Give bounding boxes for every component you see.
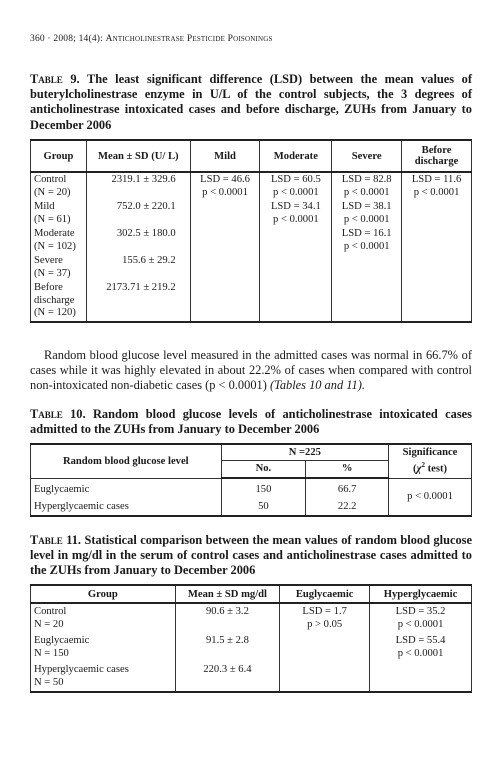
table9-cell-before [402, 254, 472, 281]
table11-cell-mean: 91.5 ± 2.8 [175, 633, 280, 662]
table9-value-line: LSD = 16.1 [341, 228, 392, 239]
table-row [31, 633, 472, 662]
table9-cell-moderate [260, 254, 332, 281]
table9-cell-mild [190, 200, 260, 227]
table9-value-line: p < 0.0001 [273, 213, 319, 225]
table9-cell-mean: 155.6 ± 29.2 [86, 254, 190, 281]
table9-cell-severe [332, 254, 402, 281]
table9-label: Table 9. [30, 72, 80, 86]
table-row [31, 478, 472, 498]
table9-group-line: (N = 102) [34, 240, 76, 252]
table9-cell-before [402, 200, 472, 227]
table11-group-line: Euglycaemic [34, 635, 90, 646]
table11-value-line: LSD = 55.4 [395, 635, 446, 646]
table9-cell-moderate [260, 227, 332, 254]
table9-group-line: (N = 37) [34, 267, 71, 279]
table9-group-line: Mild [34, 201, 55, 212]
table11-cell-eug [280, 662, 370, 692]
table9-group-line: Before [34, 282, 63, 293]
table10-header-n: N =225 [221, 444, 389, 460]
table11-cell-hyper [370, 633, 472, 662]
running-head [30, 34, 273, 44]
table9-value-line: LSD = 46.6 [200, 174, 250, 185]
table9-value-line: p < 0.0001 [273, 186, 319, 198]
table-row [31, 254, 472, 281]
table11-cell-group [31, 603, 176, 633]
table9-value-line: p < 0.0001 [343, 186, 390, 198]
table9-cell-severe [332, 200, 402, 227]
table9-header-mean: Mean ± SD (U/ L) [86, 140, 190, 172]
table11-label: Table 11. [30, 533, 82, 547]
table9-cell-moderate [260, 281, 332, 322]
running-head-title: Anticholinestrase Pesticide Poisonings [105, 34, 273, 44]
table9-value-line: LSD = 34.1 [270, 201, 321, 212]
table11 [30, 584, 472, 693]
table9-cell-group [31, 172, 87, 200]
table-row [31, 227, 472, 254]
paragraph-text: Random blood glucose level measured in the admitted cases was normal in 66.7% of cases while it was highly elevated in about 22.2% of cases when compared with control non-intoxicated non-diabetic cases (p < 0.0001) [30, 348, 472, 393]
table-row [31, 603, 472, 633]
table10-cell-no: 50 [221, 498, 306, 516]
table11-group-line: Hyperglycaemic cases [34, 664, 129, 675]
table9-caption-text: The least significant difference (LSD) between the mean values of buterylcholinestrase enzyme in U/L of the control subjects, the 3 degrees of anticholinestrase intoxicated cases and before discharge, ZUHs from January to December 2006 [30, 72, 473, 132]
table9-cell-group [31, 227, 87, 254]
table-row [31, 662, 472, 692]
table9-value-line: p < 0.0001 [202, 186, 248, 198]
table10-cell-pct: 66.7 [306, 478, 389, 498]
table-row [31, 281, 472, 322]
table9-group-line: discharge [34, 294, 75, 306]
paragraph-table-ref: (Tables 10 and 11). [269, 378, 365, 393]
table11-group-line: N = 50 [34, 676, 64, 688]
running-head-prefix: 360 · 2008; 14(4): [30, 34, 106, 44]
table9-value-line: p < 0.0001 [343, 213, 390, 225]
table9-value-line: LSD = 82.8 [341, 174, 392, 185]
table10-label: Table 10. [30, 407, 86, 421]
table11-header-mean: Mean ± SD mg/dl [175, 585, 280, 603]
table9-header-moderate: Moderate [260, 140, 332, 172]
table10-cell-no: 150 [221, 478, 306, 498]
table11-header-hyperglycaemic: Hyperglycaemic [370, 585, 472, 603]
table11-value-line: p > 0.05 [307, 618, 343, 630]
table9-group-line: Moderate [34, 228, 75, 239]
table11-cell-eug [280, 633, 370, 662]
table11-caption-text: Statistical comparison between the mean values of random blood glucose level in mg/dl in the serum of control cases and anticholinestrase cases admitted to the ZUHs from January to December 2006 [30, 533, 472, 578]
table9-cell-before [402, 227, 472, 254]
table9-group-line: (N = 120) [34, 307, 76, 318]
table9-cell-before [402, 172, 472, 200]
table11-header-group: Group [31, 585, 176, 603]
table9-cell-mean: 752.0 ± 220.1 [86, 200, 190, 227]
table9-cell-severe [332, 281, 402, 322]
table10-cell-level: Hyperglycaemic cases [31, 498, 222, 516]
table9-group-line: Severe [34, 255, 63, 266]
table9-group-line: (N = 61) [34, 213, 71, 225]
table11-cell-group [31, 633, 176, 662]
table9-cell-group [31, 200, 87, 227]
table10-header-pct: % [306, 460, 389, 478]
table9-cell-severe [332, 227, 402, 254]
table11-value-line: LSD = 1.7 [302, 606, 347, 617]
table10-sig-chi: χ [416, 464, 422, 476]
body-paragraph [30, 348, 472, 394]
table9-cell-severe [332, 172, 402, 200]
table9-cell-mild [190, 254, 260, 281]
table10-sig-sup: 2 [421, 461, 425, 470]
table9-cell-moderate [260, 200, 332, 227]
table11-group-line: N = 150 [34, 647, 69, 659]
table9-cell-mild [190, 227, 260, 254]
table9-cell-moderate [260, 172, 332, 200]
table9 [30, 139, 472, 323]
table10-cell-level: Euglycaemic [31, 478, 222, 498]
table9-cell-mild [190, 281, 260, 322]
table11-cell-eug [280, 603, 370, 633]
table10-header-significance [389, 444, 472, 478]
table11-value-line: p < 0.0001 [397, 618, 444, 630]
table9-cell-mean: 2173.71 ± 219.2 [86, 281, 190, 322]
table10-cell-pct: 22.2 [306, 498, 389, 516]
table9-value-line: p < 0.0001 [413, 186, 460, 198]
table9-cell-mean: 2319.1 ± 329.6 [86, 172, 190, 200]
table9-value-line: LSD = 11.6 [411, 174, 462, 185]
table-row [31, 200, 472, 227]
table9-header-severe: Severe [332, 140, 402, 172]
table11-group-line: Control [34, 606, 67, 617]
table11-cell-group [31, 662, 176, 692]
table-row [31, 172, 472, 200]
table11-cell-mean: 220.3 ± 6.4 [175, 662, 280, 692]
table10-caption-text: Random blood glucose levels of anticholinestrase intoxicated cases admitted to the ZUHs from January to December 2006 [30, 407, 472, 437]
table9-value-line: LSD = 38.1 [341, 201, 392, 212]
table9-value-line: p < 0.0001 [343, 240, 390, 252]
table11-header-euglycaemic: Euglycaemic [280, 585, 370, 603]
table9-header-group: Group [31, 140, 87, 172]
table9-group-line: (N = 20) [34, 186, 71, 198]
table9-cell-mean: 302.5 ± 180.0 [86, 227, 190, 254]
table9-cell-group [31, 254, 87, 281]
table10-cell-significance: p < 0.0001 [389, 478, 472, 516]
table10-sig-pre: ( [413, 464, 417, 476]
table10-header-level: Random blood glucose level [31, 444, 222, 478]
table10-header-no: No. [221, 460, 306, 478]
table11-value-line: p < 0.0001 [397, 647, 444, 659]
table10-sig-post: test) [424, 464, 448, 476]
table9-header-mild: Mild [190, 140, 260, 172]
table9-cell-group [31, 281, 87, 322]
table9-group-line: Control [34, 174, 67, 185]
table9-cell-before [402, 281, 472, 322]
table11-group-line: N = 20 [34, 618, 64, 630]
table9-caption [30, 72, 472, 133]
table11-cell-mean: 90.6 ± 3.2 [175, 603, 280, 633]
table9-cell-mild [190, 172, 260, 200]
table11-value-line: LSD = 35.2 [395, 606, 446, 617]
table11-caption [30, 533, 472, 579]
table10-sig-label: Significance [402, 447, 458, 459]
table9-value-line: LSD = 60.5 [270, 174, 321, 185]
table9-header-before-discharge: Before discharge [402, 140, 472, 172]
table11-cell-hyper [370, 603, 472, 633]
table10 [30, 443, 472, 517]
table10-caption [30, 407, 472, 437]
table11-cell-hyper [370, 662, 472, 692]
